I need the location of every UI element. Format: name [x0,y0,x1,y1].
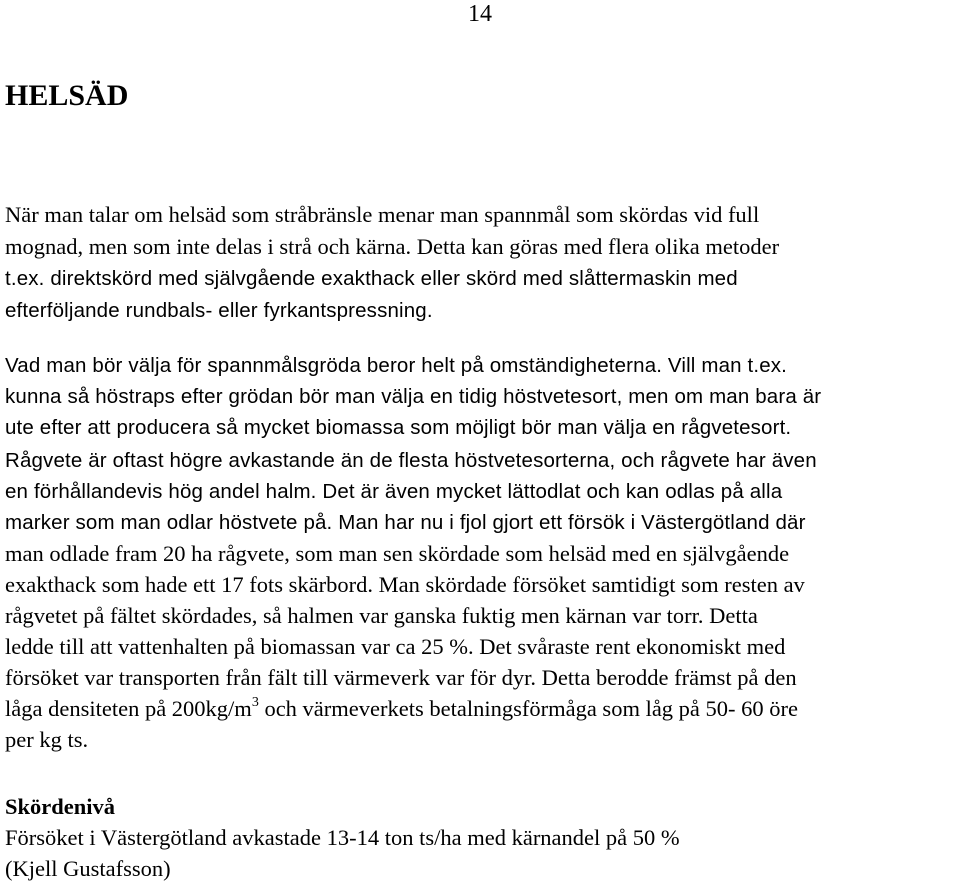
trial-result-text: Försöket i Västergötland avkastade 13-14 ton ts/ha med kärnandel på 50 % [5,825,680,850]
crop-choice-paragraph [5,350,821,443]
text-line: t.ex. direktskörd med självgående exakthack eller skörd med slåttermaskin med [5,267,738,290]
intro-paragraph [5,199,779,327]
text-line: ledde till att vattenhalten på biomassan var ca 25 %. Det svåraste rent ekonomiskt med [5,634,786,659]
text-line: ute efter att producera så mycket biomassa som möjligt bör man välja en rågvetesort. [5,416,792,439]
text-line: per kg ts. [5,727,89,752]
density-text: låga densiteten på 200kg/m [5,696,252,721]
page-number: 14 [468,1,492,27]
text-line: Rågvete är oftast högre avkastande än de flesta höstvetesorterna, och rågvete har även [5,449,817,472]
text-line: rågvetet på fältet skördades, så halmen var ganska fuktig men kärnan var torr. Detta [5,603,758,628]
text-line: exakthack som hade ett 17 fots skärbord. Man skördade försöket samtidigt som resten av [5,572,805,597]
text-line: man odlade fram 20 ha rågvete, som man sen skördade som helsäd med en självgående [5,541,790,566]
text-line [5,693,817,724]
text-line: mognad, men som inte delas i strå och kärna. Detta kan göras med flera olika metoder [5,234,780,259]
text-line: marker som man odlar höstvete på. Man har nu i fjol gjort ett försök i Västergötland där [5,511,806,534]
text-line: försöket var transporten från fält till värmeverk var för dyr. Detta berodde främst på den [5,665,797,690]
author-credit: (Kjell Gustafsson) [5,856,171,881]
cubic-superscript: 3 [251,695,259,710]
text-line: Vad man bör välja för spannmålsgröda beror helt på omständigheterna. Vill man t.ex. [5,354,788,377]
text-line: en förhållandevis hög andel halm. Det är även mycket lättodlat och kan odlas på alla [5,480,783,503]
payment-text: och värmeverkets betalningsförmåga som låg på 50- 60 öre [258,696,799,721]
text-line: kunna så höstraps efter grödan bör man välja en tidig höstvetesort, men om man bara är [5,385,822,408]
text-line: efterföljande rundbals- eller fyrkantspressning. [5,299,433,322]
triticale-paragraph [5,445,817,755]
section-heading: HELSÄD [5,79,129,112]
harvest-level-heading: Skördenivå [5,794,116,819]
text-line: När man talar om helsäd som stråbränsle menar man spannmål som skördas vid full [5,202,760,227]
